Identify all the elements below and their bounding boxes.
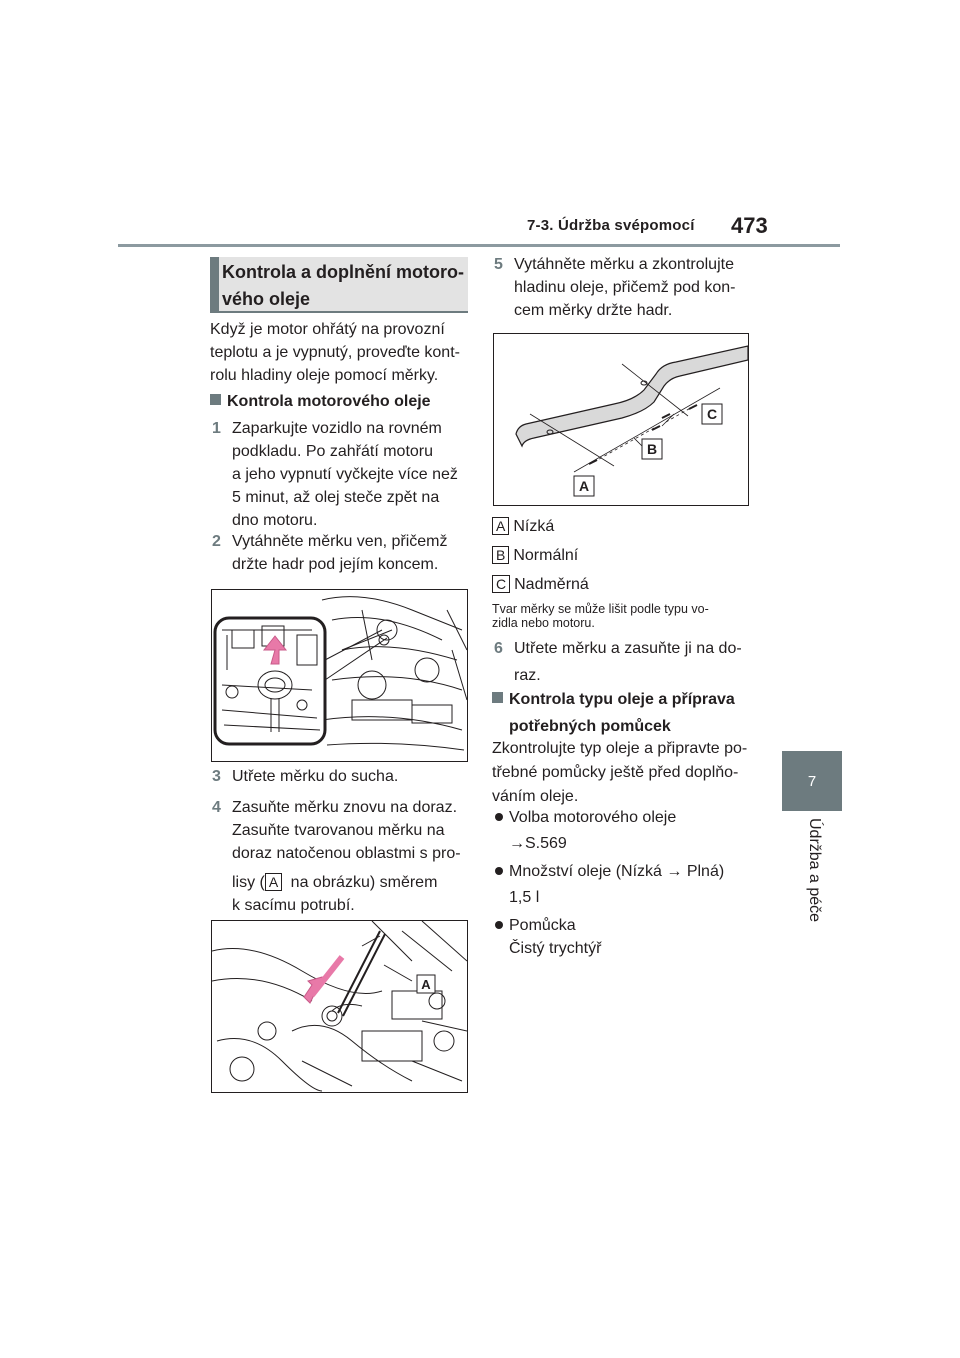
oil-type-intro bbox=[492, 737, 762, 809]
step-line: cem měrky držte hadr. bbox=[514, 302, 673, 319]
step-number: 2 bbox=[212, 533, 221, 550]
figure-label-a: A bbox=[421, 977, 431, 992]
step-line: Zasuňte měrku znovu na doraz. bbox=[232, 799, 458, 816]
intro-line: teplotu a je vypnutý, proveďte kont- bbox=[210, 344, 460, 361]
intro-line: rolu hladiny oleje pomocí měrky. bbox=[210, 367, 439, 384]
step-line: držte hadr pod jejím koncem. bbox=[232, 556, 439, 573]
step-number: 6 bbox=[494, 640, 503, 657]
engine-bay-illustration bbox=[212, 590, 467, 761]
square-bullet-icon bbox=[210, 394, 221, 405]
step-5 bbox=[492, 253, 752, 322]
bullet-item-tool bbox=[492, 914, 762, 960]
chapter-title: Údržba a péče bbox=[806, 818, 823, 923]
step-1 bbox=[210, 417, 470, 532]
intro-line: váním oleje. bbox=[492, 788, 579, 805]
legend-letter-box: C bbox=[492, 575, 510, 593]
legend-text: Normální bbox=[513, 547, 579, 564]
step-line bbox=[232, 871, 472, 894]
check-heading-text: Kontrola motorového oleje bbox=[227, 393, 431, 410]
bullet-line: Čistý trychtýř bbox=[509, 940, 602, 957]
page-number: 473 bbox=[731, 213, 768, 238]
legend-letter-box: A bbox=[492, 517, 509, 535]
figure-label-c: C bbox=[706, 406, 718, 422]
intro-line: Když je motor ohřátý na provozní bbox=[210, 321, 445, 338]
step-text: na obrázku) směrem bbox=[286, 874, 438, 891]
legend-text: Nízká bbox=[513, 518, 555, 535]
note-line: zidla nebo motoru. bbox=[492, 616, 595, 630]
dipstick-level-figure bbox=[493, 333, 749, 506]
step-line: 5 minut, až olej steče zpět na bbox=[232, 489, 440, 506]
square-bullet-icon bbox=[492, 692, 503, 703]
step-line: dno motoru. bbox=[232, 512, 318, 529]
step-line: a jeho vypnutí vyčkejte více než bbox=[232, 466, 458, 483]
legend-text: Nadměrná bbox=[514, 576, 589, 593]
figure-label-a: A bbox=[578, 478, 590, 494]
step-line: k sacímu potrubí. bbox=[232, 897, 355, 914]
step-line: raz. bbox=[514, 667, 541, 684]
chapter-number: 7 bbox=[807, 772, 817, 790]
legend-item bbox=[492, 512, 752, 541]
figure-label-b: B bbox=[646, 441, 658, 457]
step-line: Zaparkujte vozidlo na rovném bbox=[232, 420, 442, 437]
legend-item bbox=[492, 541, 752, 570]
check-heading bbox=[210, 390, 431, 413]
step-line: Vytáhněte měrku ven, přičemž bbox=[232, 533, 448, 550]
header-rule bbox=[118, 244, 840, 247]
bullet-item-oil-choice bbox=[492, 806, 762, 855]
section-title bbox=[222, 259, 468, 313]
bullet-icon bbox=[495, 813, 503, 821]
intro-paragraph bbox=[210, 318, 470, 387]
step-line: doraz natočenou oblastmi s pro- bbox=[232, 845, 461, 862]
oil-type-heading-line bbox=[492, 688, 762, 711]
step-line: Utřete měrku do sucha. bbox=[232, 768, 399, 785]
bullet-list bbox=[492, 806, 762, 960]
step-6 bbox=[492, 637, 754, 687]
step-number: 3 bbox=[212, 768, 221, 785]
oil-type-heading bbox=[492, 688, 762, 738]
chapter-tab[interactable] bbox=[782, 751, 842, 811]
bullet-line: Volba motorového oleje bbox=[509, 809, 677, 826]
oil-type-heading-line: potřebných pomůcek bbox=[509, 718, 671, 735]
oil-type-heading-text: Kontrola typu oleje a příprava bbox=[509, 691, 735, 708]
step-number: 1 bbox=[212, 420, 221, 437]
step-number: 5 bbox=[494, 256, 503, 273]
step-line: Zasuňte tvarovanou měrku na bbox=[232, 822, 445, 839]
dipstick-insertion-illustration bbox=[212, 921, 467, 1092]
bullet-line: Množství oleje (Nízká → Plná) bbox=[509, 863, 725, 880]
legend-item bbox=[492, 570, 752, 599]
step-4 bbox=[210, 796, 472, 917]
dipstick-level-illustration bbox=[494, 334, 748, 505]
bullet-icon bbox=[495, 921, 503, 929]
engine-bay-figure bbox=[211, 589, 468, 762]
bullet-item-oil-amount bbox=[492, 860, 762, 909]
bullet-line: Pomůcka bbox=[509, 917, 576, 934]
step-line: hladinu oleje, přičemž pod kon- bbox=[514, 279, 736, 296]
step-line: Utřete měrku a zasuňte ji na do- bbox=[514, 640, 742, 657]
bullet-line: 1,5 l bbox=[509, 889, 540, 906]
step-text: lisy ( bbox=[232, 874, 265, 891]
label-a-box: A bbox=[265, 873, 282, 891]
bullet-icon bbox=[495, 867, 503, 875]
step-3 bbox=[210, 765, 470, 788]
note-line: Tvar měrky se může lišit podle typu vo- bbox=[492, 602, 709, 616]
intro-line: Zkontrolujte typ oleje a připravte po- bbox=[492, 740, 748, 757]
header-section-title: 7-3. Údržba svépomocí bbox=[527, 217, 695, 234]
legend-letter-box: B bbox=[492, 546, 509, 564]
section-title-line: Kontrola a doplnění motoro- bbox=[222, 262, 464, 282]
step-line: Vytáhněte měrku a zkontrolujte bbox=[514, 256, 734, 273]
step-line: podkladu. Po zahřátí motoru bbox=[232, 443, 434, 460]
chapter-side-label bbox=[803, 818, 827, 938]
step-2 bbox=[210, 530, 470, 576]
section-title-line: vého oleje bbox=[222, 289, 311, 309]
dipstick-note bbox=[492, 602, 752, 630]
page-reference-link[interactable]: →S.569 bbox=[509, 835, 567, 852]
intro-line: třebné pomůcky ještě před doplňo- bbox=[492, 764, 739, 781]
level-legend bbox=[492, 512, 752, 599]
step-number: 4 bbox=[212, 799, 221, 816]
dipstick-insertion-figure bbox=[211, 920, 468, 1093]
